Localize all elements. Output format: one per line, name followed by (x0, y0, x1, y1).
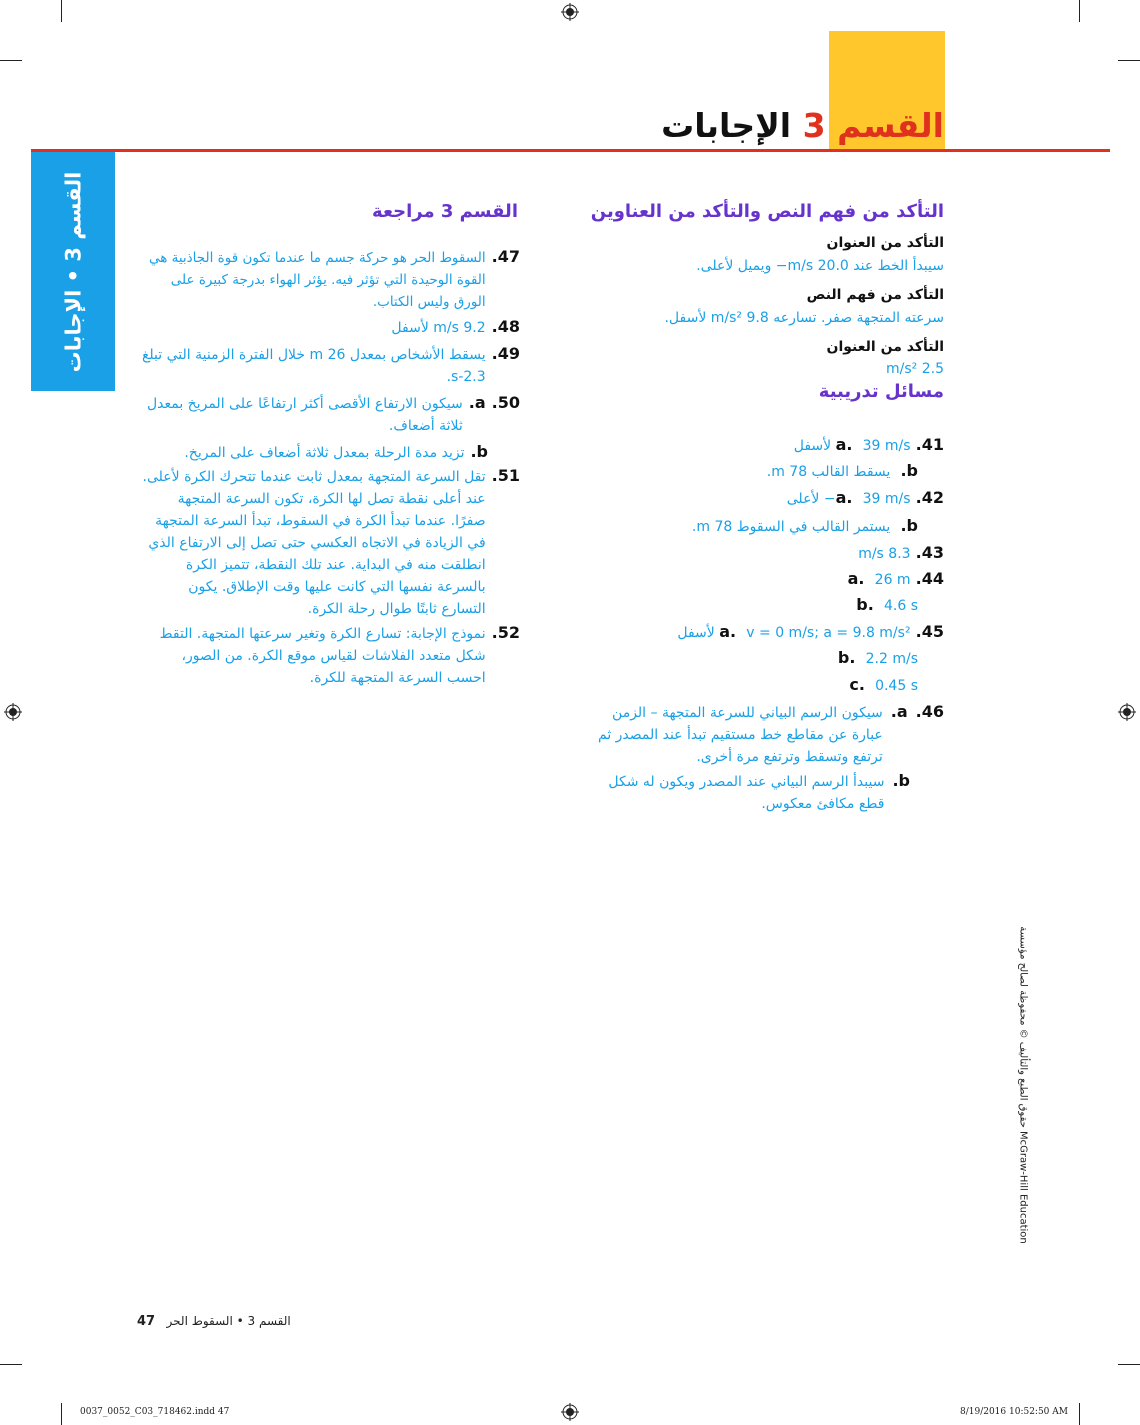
chapter-label: القسم 3 • السقوط الحر (166, 1314, 291, 1328)
title-answers-word: الإجابات (661, 106, 792, 145)
group-3-answer: 2.5 m/s² (886, 361, 944, 377)
practice-heading: مسائل تدريبية (818, 381, 944, 402)
list-item: b. 2.2 m/s (837, 648, 918, 667)
list-item: b. سيبدأ الرسم البياني عند المصدر ويكون له شكل قطع مكافئ معكوس. (608, 771, 910, 812)
side-tab (31, 152, 115, 391)
slug-date: 8/19/2016 10:52:50 AM (959, 1407, 1068, 1417)
list-item: 42. a. 39 m/s− لأعلى (786, 488, 944, 507)
list-item: 44. a. 26 m (847, 569, 944, 588)
group-1-answer: سيبدأ الخط عند 20.0 m/s− ويميل لأعلى. (696, 258, 944, 274)
group-3-subheading: التأكد من العنوان (826, 339, 944, 355)
header-rule (31, 149, 1110, 152)
list-item: b. يستمر القالب في السقوط 78 m. (691, 516, 918, 535)
copyright-notice: حقوق الطبع والتأليف © محفوظة لصالح مؤسسة McGraw-Hill Education (1017, 926, 1029, 1244)
title-section-number: 3 (802, 106, 826, 145)
page-footer (137, 1314, 291, 1329)
list-item: b. تزيد مدة الرحلة بمعدل ثلاثة أضعاف على المريخ. (184, 442, 488, 461)
list-item: 50. a. سيكون الارتفاع الأقصى أكثر ارتفاعًا على المريخ بمعدل ثلاثة أضعاف. (146, 393, 520, 434)
registration-mark-left (4, 703, 22, 721)
page-title (661, 106, 944, 145)
registration-mark-bottom (561, 1403, 579, 1421)
list-item: 46. a. سيكون الرسم البياني للسرعة المتجهة – الزمن عبارة عن مقاطع خط مستقيم تبدأ عند المصدر ثم ترتفع وتسقط وترتفع مرة أخرى. (598, 702, 944, 765)
list-item: 47. السقوط الحر هو حركة جسم ما عندما تكون قوة الجاذبية هي القوة الوحيدة التي تؤثر فيه. يؤثر الهواء بدرجة كبيرة على الورق وليس الكتاب. (148, 247, 520, 310)
registration-mark-right (1118, 703, 1136, 721)
title-section-word: القسم (837, 106, 944, 145)
list-item: c. 0.45 s (849, 675, 918, 694)
right-column-heading: التأكد من فهم النص والتأكد من العناوين (590, 201, 944, 222)
list-item: 45. a. v = 0 m/s; a = 9.8 m/s² لأسفل (677, 622, 944, 641)
side-tab-label: القسم 3 • الإجابات (61, 171, 86, 372)
list-item: b. 4.6 s (856, 595, 918, 614)
list-item: 43. 8.3 m/s (858, 543, 944, 562)
slug-file: 0037_0052_C03_718462.indd 47 (80, 1407, 230, 1417)
group-1-subheading: التأكد من العنوان (826, 235, 944, 251)
page-number: 47 (137, 1314, 156, 1329)
group-2-subheading: التأكد من فهم النص (806, 287, 944, 303)
list-item: 51. تقل السرعة المتجهة بمعدل ثابت عندما تتحرك الكرة لأعلى. عند أعلى نقطة تصل لها الكرة، تكون السرعة المتجهة صفرًا. عندما تبدأ الكرة في السقوط، تبدأ السرعة المتجهة في الزيادة في الاتجاه العكسي حتى تصل إلى الارتفاع الذي انطلقت منه في البداية. عند تلك النقطة، تتميز الكرة بالسرعة نفسها التي كانت عليها وقت الإطلاق. يكون التسارع ثابتًا طوال رحلة الكرة. (142, 466, 520, 617)
left-column-heading: القسم 3 مراجعة (372, 201, 518, 222)
list-item: b. يسقط القالب 78 m. (766, 461, 918, 480)
list-item: 49. يسقط الأشخاص بمعدل 26 m خلال الفترة الزمنية التي تبلغ 2.3-s. (141, 344, 520, 385)
list-item: 52. نموذج الإجابة: تسارع الكرة وتغير سرعتها المتجهة. التقط شكل متعدد الفلاشات لقياس موقع الكرة. من الصور، احسب السرعة المتجهة للكرة. (159, 623, 520, 686)
group-2-answer: سرعته المتجهة صفر. تسارعه 9.8 m/s² لأسفل. (664, 310, 944, 326)
list-item: 48. 9.2 m/s لأسفل (391, 317, 520, 336)
registration-mark-top (561, 3, 579, 21)
list-item: 41. a. 39 m/s لأسفل (793, 435, 944, 454)
